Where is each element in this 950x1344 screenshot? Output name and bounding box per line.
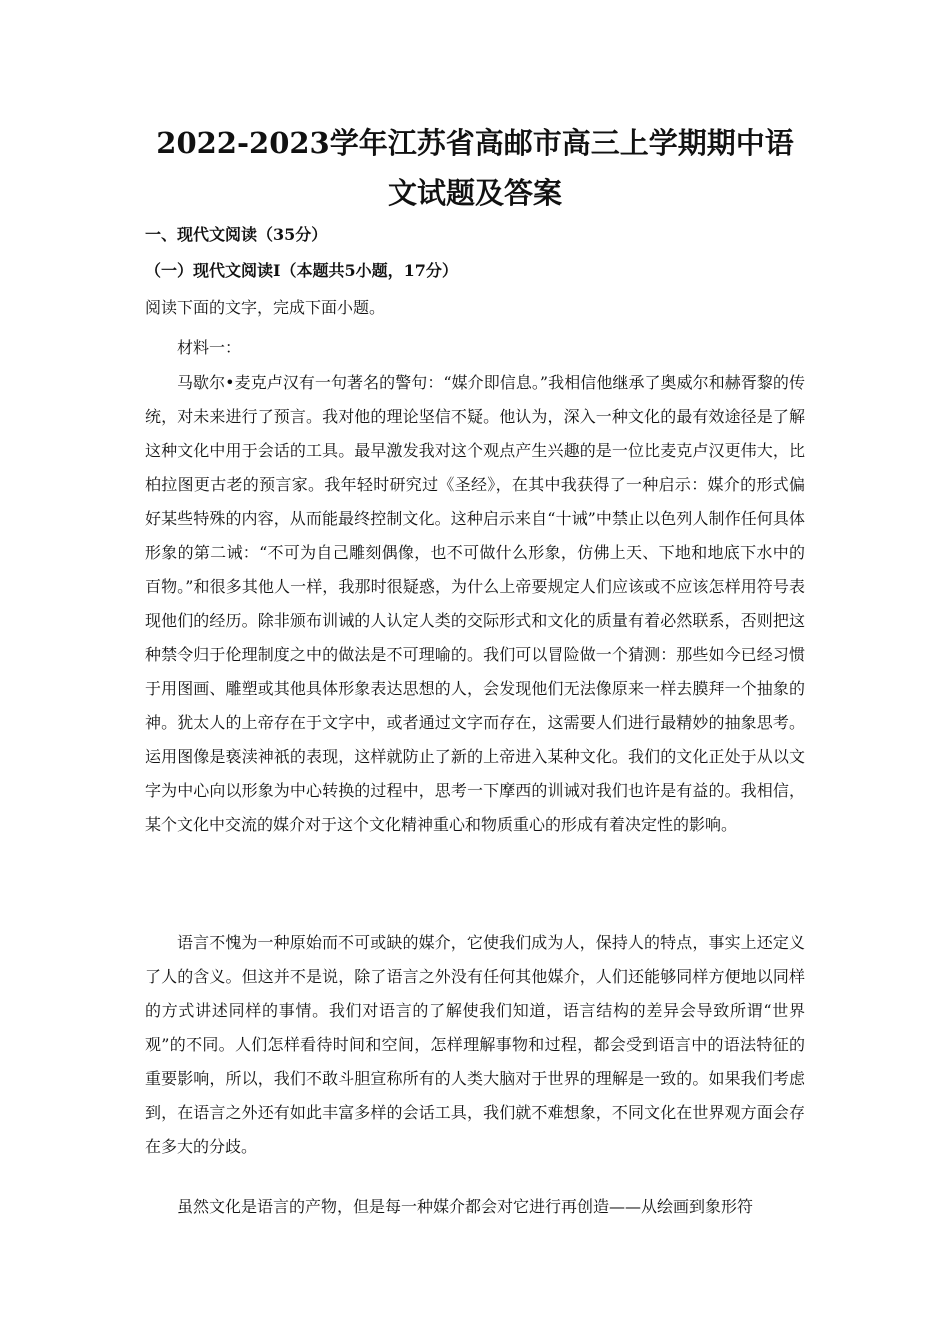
- reading-instruction: 阅读下面的文字，完成下面小题。: [145, 298, 386, 317]
- paragraph-2: 语言不愧为一种原始而不可或缺的媒介，它使我们成为人，保持人的特点，事实上还定义了人的含义。但这并不是说，除了语言之外没有任何其他媒介，人们还能够同样方便地以同样的方式讲述同样的事情。我们对语言的了解使我们知道，语言结构的差异会导致所谓“世界观”的不同。人们怎样看待时间和空间，怎样理解事物和过程，都会受到语言中的语法特征的重要影响，所以，我们不敢斗胆宣称所有的人类大脑对于世界的理解是一致的。如果我们考虑到，在语言之外还有如此丰富多样的会话工具，我们就不难想象，不同文化在世界观方面会存在多大的分歧。: [145, 933, 805, 1156]
- document-title: 2022-2023学年江苏省高邮市高三上学期期中语文试题及答案: [156, 126, 794, 210]
- paragraph-3: 虽然文化是语言的产物，但是每一种媒介都会对它进行再创造——从绘画到象形符: [177, 1197, 754, 1216]
- paragraph-1: 马歇尔•麦克卢汉有一句著名的警句：“媒介即信息。”我相信他继承了奥威尔和赫胥黎的传统，对未来进行了预言。我对他的理论坚信不疑。他认为，深入一种文化的最有效途径是了解这种文化中用于会话的工具。最早激发我对这个观点产生兴趣的是一位比麦克卢汉更伟大，比柏拉图更古老的预言家。我年轻时研究过《圣经》，在其中我获得了一种启示：媒介的形式偏好某些特殊的内容，从而能最终控制文化。这种启示来自“十诫”中禁止以色列人制作任何具体形象的第二诫：“不可为自己雕刻偶像，也不可做什么形象，仿佛上天、下地和地底下水中的百物。”和很多其他人一样，我那时很疑惑，为什么上帝要规定人们应该或不应该怎样用符号表现他们的经历。除非颁布训诫的人认定人类的交际形式和文化的质量有着必然联系，否则把这种禁令归于伦理制度之中的做法是不可理喻的。我们可以冒险做一个猜测：那些如今已经习惯于用图画、雕塑或其他具体形象表达思想的人，会发现他们无法像原来一样去膜拜一个抽象的神。犹太人的上帝存在于文字中，或者通过文字而存在，这需要人们进行最精妙的抽象思考。运用图像是亵渎神祇的表现，这样就防止了新的上帝进入某种文化。我们的文化正处于从以文字为中心向以形象为中心转换的过程中，思考一下摩西的训诫对我们也许是有益的。我相信，某个文化中交流的媒介对于这个文化精神重心和物质重心的形成有着决定性的影响。: [145, 373, 805, 834]
- subsection-heading: （一）现代文阅读Ⅰ（本题共5小题，17分）: [145, 261, 458, 280]
- material-label: 材料一：: [177, 338, 242, 357]
- section-heading: 一、现代文阅读（35分）: [145, 225, 328, 244]
